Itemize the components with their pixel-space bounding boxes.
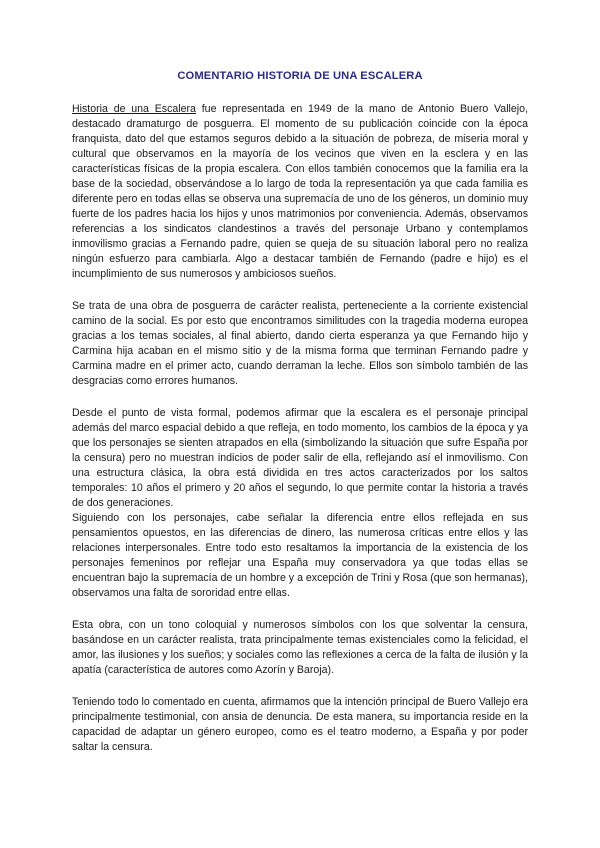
- paragraph-structure: Desde el punto de vista formal, podemos afirmar que la escalera es el personaje principal además del marco espacial debido a que refleja, en todo momento, los cambios de la época y ya que los personajes se sienten atrapados en ella (simbolizando la situación que sufre España por la censura) pero no muestran indicios de poder salir de ella, reflejando así el inmovilismo. Con una estructura clásica, la obra está dividida en tres actos caracterizados por los saltos temporales: 10 años el primero y 20 años el segundo, lo que permite contar la historia a través de dos generaciones.: [72, 407, 528, 509]
- paragraph-characters: Siguiendo con los personajes, cabe señalar la diferencia entre ellos reflejada en sus pensamientos opuestos, en las diferencias de dinero, las numerosa críticas entre ellos y las relaciones interpersonales. Entre todo esto resaltamos la importancia de la existencia de los personajes femeninos por reflejar una España muy conservadora ya que todas ellas se encuentran bajo la supremacía de un hombre y a excepción de Trini y Rosa (que son hermanas), observamos una falta de sororidad entre ellas.: [72, 512, 528, 599]
- play-title-underlined: Historia de una Escalera: [72, 103, 196, 115]
- paragraph-genre: Se trata de una obra de posguerra de carácter realista, perteneciente a la corriente existencial camino de la social. Es por esto que encontramos similitudes con la tragedia moderna europea gracias a los temas sociales, al final abierto, dando cierta esperanza ya que Fernando hijo y Carmina hija acaban en el mismo sitio y de la misma forma que terminan Fernando padre y Carmina madre en el primer acto, cuando derraman la leche. Ellos son símbolo también de las desgracias como errores humanos.: [72, 300, 528, 387]
- paragraph-conclusion: Teniendo todo lo comentado en cuenta, afirmamos que la intención principal de Buero Vallejo era principalmente testimonial, con ansia de denuncia. De esta manera, su importancia reside en la capacidad de adaptar un género europeo, como es el teatro moderno, a España y por poder saltar la censura.: [72, 696, 528, 753]
- document-title: COMENTARIO HISTORIA DE UNA ESCALERA: [177, 70, 423, 82]
- paragraph-introduction-text: fue representada en 1949 de la mano de Antonio Buero Vallejo, destacado dramaturgo de posguerra. El momento de su publicación coincide con la época franquista, dato del que estamos seguros debido a la situación de pobreza, de miseria moral y cultural que observamos en la mayoría de los vecinos que viven en la esclera y en las características físicas de la propia escalera. Con ellos también conocemos que la familia era la base de la sociedad, observándose a lo largo de toda la representación ya que cada familia es diferente pero en todas ellas se observa una supremacía de uno de los géneros, un dominio muy fuerte de los padres hacia los hijos y unos matrimonios por conveniencia. Además, observamos referencias a los sindicatos clandestinos a través del personaje Urbano y contemplamos inmovilismo gracias a Fernando padre, quien se queja de su situación laboral pero no realiza ningún esfuerzo para cambiarla. Algo a destacar también de Fernando (padre e hijo) es el incumplimiento de sus numerosos y ambiciosos sueños.: [72, 103, 528, 280]
- paragraph-introduction: [72, 102, 528, 282]
- paragraph-themes: Esta obra, con un tono coloquial y numerosos símbolos con los que solventar la censura, basándose en un carácter realista, trata principalmente temas existenciales como la felicidad, el amor, las ilusiones y los sueños; y sociales como las reflexiones a cerca de la falta de ilusión y la apatía (característica de autores como Azorín y Baroja).: [72, 619, 528, 676]
